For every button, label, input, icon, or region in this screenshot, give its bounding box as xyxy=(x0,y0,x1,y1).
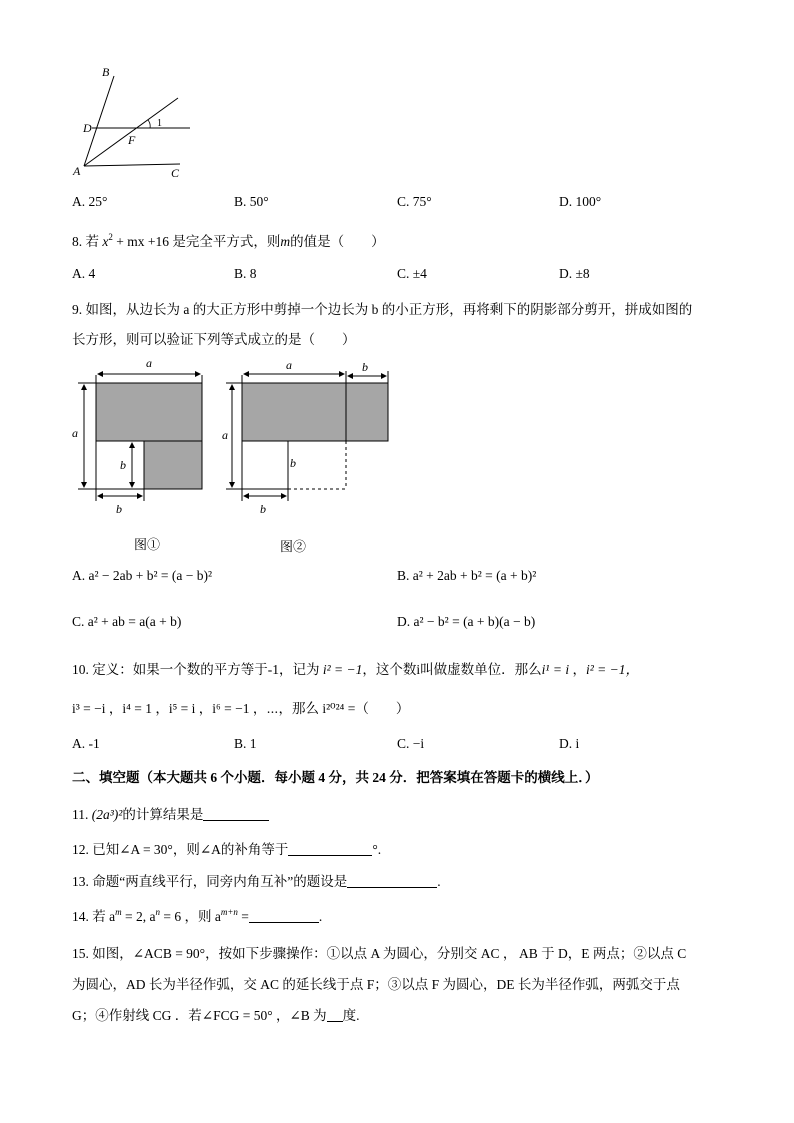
fig1-top-rect xyxy=(96,383,202,441)
q10-option-d: D. i xyxy=(559,736,580,751)
line-AC xyxy=(84,164,180,166)
q8-option-a: A. 4 xyxy=(72,266,96,281)
q15-line1: 15. 如图，∠ACB = 90°，按如下步骤操作：①以点 A 为圆心，分别交 AC ， AB 于 D，E 两点；②以点 C xyxy=(72,946,687,961)
label-B: B xyxy=(102,65,110,79)
q9-option-c: C. a² + ab = a(a + b) xyxy=(72,614,182,629)
figure-2 xyxy=(218,355,398,520)
fig1-bottom-rect xyxy=(144,441,202,489)
fig2-label-b-bot: b xyxy=(260,502,266,516)
fig2-right-rect xyxy=(346,383,388,441)
fig1-label-a-left: a xyxy=(72,426,78,440)
section-title: 二、填空题（本大题共 6 个小题．每小题 4 分，共 24 分．把答案填在答题卡的横线上．） xyxy=(72,770,599,785)
q12-question: 12. 已知∠A = 30°，则∠A的补角等于 °. xyxy=(72,842,382,857)
fig1-label-b-mid: b xyxy=(120,458,126,472)
label-C: C xyxy=(171,166,180,180)
q10-option-c: C. −i xyxy=(397,736,425,751)
q7-option-d: D. 100° xyxy=(559,194,602,209)
q15-line3: G；④作射线 CG ．若∠FCG = 50° ，∠B 为 度. xyxy=(72,1008,360,1023)
fig2-label-b-mid: b xyxy=(290,456,296,470)
q11-question: 11. (2a³)²的计算结果是 xyxy=(72,803,269,823)
fig2-label-a-top: a xyxy=(286,358,292,372)
q10-line1: 10. 定义：如果一个数的平方等于-1，记为 i² = −1，这个数i叫做虚数单位．那么i¹ = i ，i² = −1， xyxy=(72,662,639,677)
label-A: A xyxy=(73,164,81,178)
q14-question: 14. 若 $a^m = 2$, $a^n = 6$ ，则 $a^{m+n}$ = . xyxy=(72,907,323,924)
q14-answer-blank[interactable] xyxy=(249,922,319,923)
q10-option-b: B. 1 xyxy=(234,736,257,751)
q8-option-b: B. 8 xyxy=(234,266,257,281)
q7-option-c: C. 75° xyxy=(397,194,432,209)
q8-option-d: D. ±8 xyxy=(559,266,590,281)
fig1-label-a-top: a xyxy=(146,356,152,370)
figure-1 xyxy=(68,355,218,520)
label-F: F xyxy=(128,133,136,147)
fig2-left-rect xyxy=(242,383,346,441)
q9-option-a: A. a² − 2ab + b² = (a − b)² xyxy=(72,568,213,583)
q12-answer-blank[interactable] xyxy=(288,855,372,856)
q15-line2: 为圆心，AD 长为半径作弧，交 AC 的延长线于点 F；③以点 F 为圆心，DE 长为半径作弧，两弧交于点 xyxy=(72,977,680,992)
fig2-caption: 图② xyxy=(280,539,307,554)
fig1-label-b-bot: b xyxy=(116,502,122,516)
angle-figure-q7 xyxy=(68,64,198,182)
q13-answer-blank[interactable] xyxy=(347,887,437,888)
q9-option-d: D. a² − b² = (a + b)(a − b) xyxy=(397,614,536,629)
q7-option-b: B. 50° xyxy=(234,194,269,209)
fig2-label-a-left: a xyxy=(222,428,228,442)
q8-question: 8. 若 $x^2$ + mx +16 是完全平方式，则m的值是（ ） xyxy=(72,232,385,249)
q15-answer-blank[interactable] xyxy=(327,1021,343,1022)
q9-line1: 9. 如图，从边长为 a 的大正方形中剪掉一个边长为 b 的小正方形，再将剩下的阴影部分剪开，拼成如图的 xyxy=(72,302,693,317)
q9-line2: 长方形，则可以验证下列等式成立的是（ ） xyxy=(72,332,356,347)
label-angle-1: 1 xyxy=(157,118,162,129)
q8-option-c: C. ±4 xyxy=(397,266,427,281)
fig2-label-b-top: b xyxy=(362,360,368,374)
label-D: D xyxy=(83,121,92,135)
fig1-caption: 图① xyxy=(134,537,161,552)
line-AF xyxy=(84,98,178,166)
q7-option-a: A. 25° xyxy=(72,194,108,209)
q10-option-a: A. -1 xyxy=(72,736,100,751)
q11-answer-blank[interactable] xyxy=(203,820,269,821)
q13-question: 13. 命题“两直线平行，同旁内角互补”的题设是 . xyxy=(72,874,441,889)
angle-1-arc xyxy=(148,120,150,128)
q9-option-b: B. a² + 2ab + b² = (a + b)² xyxy=(397,568,537,583)
q10-line2: i³ = −i ，i⁴ = 1 ，i⁵ = i ，i⁶ = −1 ，⋯，那么 i²⁰²⁴ =（ ） xyxy=(72,701,410,716)
